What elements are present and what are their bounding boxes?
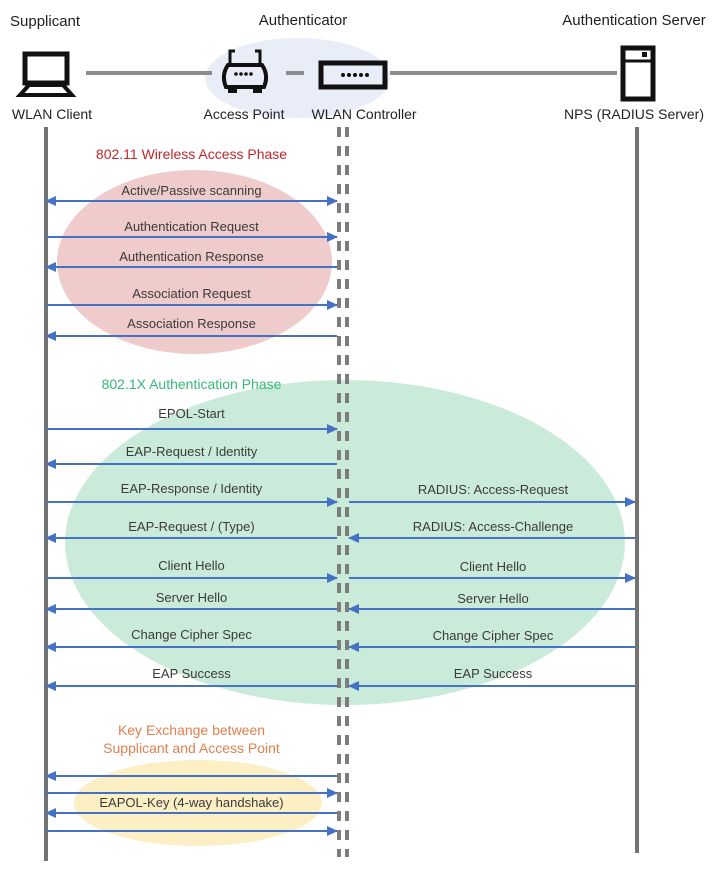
msg-server-hello-right-label: Server Hello: [457, 591, 529, 606]
arrow-auth-response: [46, 266, 337, 268]
arrow-eap-success-left: [46, 685, 337, 687]
phase3-title-line1: Key Exchange between: [117, 722, 266, 738]
arrow-eap-success-right: [349, 685, 635, 687]
msg-radius-access-challenge-label: RADIUS: Access-Challenge: [412, 519, 574, 534]
msg-radius-access-request-label: RADIUS: Access-Request: [417, 482, 569, 497]
msg-assoc-request-label: Association Request: [132, 286, 251, 301]
arrow-eapol-key-1: [46, 775, 337, 777]
access-point-icon: [218, 47, 272, 97]
role-supplicant: Supplicant: [10, 13, 81, 30]
msg-client-hello-left-label: Client Hello: [158, 558, 225, 573]
arrow-scanning: [46, 200, 337, 202]
arrow-change-cipher-left: [46, 646, 337, 648]
msg-eapol-key-label: EAPOL-Key (4-way handshake): [99, 795, 284, 810]
device-wlan-client: WLAN Client: [11, 106, 93, 122]
laptop-icon: [13, 51, 79, 101]
arrow-client-hello-left: [46, 577, 337, 579]
msg-auth-request-label: Authentication Request: [124, 219, 259, 234]
arrow-eap-request-type: [46, 537, 337, 539]
arrow-eapol-key-4: [46, 830, 337, 832]
msg-scanning-label: Active/Passive scanning: [121, 183, 262, 198]
arrow-eap-response-identity: [46, 501, 337, 503]
msg-client-hello-right-label: Client Hello: [459, 559, 527, 574]
arrow-change-cipher-right: [349, 646, 635, 648]
arrow-eapol-key-2: [46, 792, 337, 794]
arrow-epol-start: [46, 428, 337, 430]
msg-eap-success-left-label: EAP Success: [152, 666, 231, 681]
wlan-controller-icon: [318, 60, 388, 90]
msg-change-cipher-left-label: Change Cipher Spec: [131, 627, 252, 642]
msg-eap-request-type-label: EAP-Request / (Type): [128, 519, 255, 534]
role-authenticator: Authenticator: [258, 12, 348, 29]
msg-eap-success-right-label: EAP Success: [453, 666, 533, 681]
link-controller-server: [390, 71, 617, 75]
server-icon: [620, 45, 656, 102]
arrow-eapol-key-3: [46, 812, 337, 814]
arrow-server-hello-right: [349, 608, 635, 610]
arrow-radius-access-challenge: [349, 537, 635, 539]
arrow-eap-request-identity: [46, 463, 337, 465]
arrow-client-hello-right: [349, 577, 635, 579]
msg-epol-start-label: EPOL-Start: [158, 406, 225, 421]
arrow-radius-access-request: [349, 501, 635, 503]
role-authentication-server: Authentication Server: [562, 12, 706, 29]
phase3-title-line2: Supplicant and Access Point: [103, 740, 280, 756]
arrow-assoc-response: [46, 335, 337, 337]
device-nps: NPS (RADIUS Server): [563, 106, 705, 122]
msg-assoc-response-label: Association Response: [127, 316, 256, 331]
link-ap-controller: [286, 71, 304, 75]
msg-auth-response-label: Authentication Response: [119, 249, 264, 264]
arrow-server-hello-left: [46, 608, 337, 610]
arrow-auth-request: [46, 236, 337, 238]
msg-eap-request-identity-label: EAP-Request / Identity: [125, 444, 258, 459]
msg-eap-response-identity-label: EAP-Response / Identity: [120, 481, 263, 496]
arrow-assoc-request: [46, 304, 337, 306]
link-client-ap: [86, 71, 212, 75]
msg-server-hello-left-label: Server Hello: [155, 590, 228, 605]
device-wlan-controller: WLAN Controller: [311, 106, 417, 122]
phase2-title: 802.1X Authentication Phase: [101, 376, 282, 392]
msg-change-cipher-right-label: Change Cipher Spec: [432, 628, 554, 643]
device-access-point: Access Point: [203, 106, 285, 122]
phase1-title: 802.11 Wireless Access Phase: [95, 146, 288, 162]
